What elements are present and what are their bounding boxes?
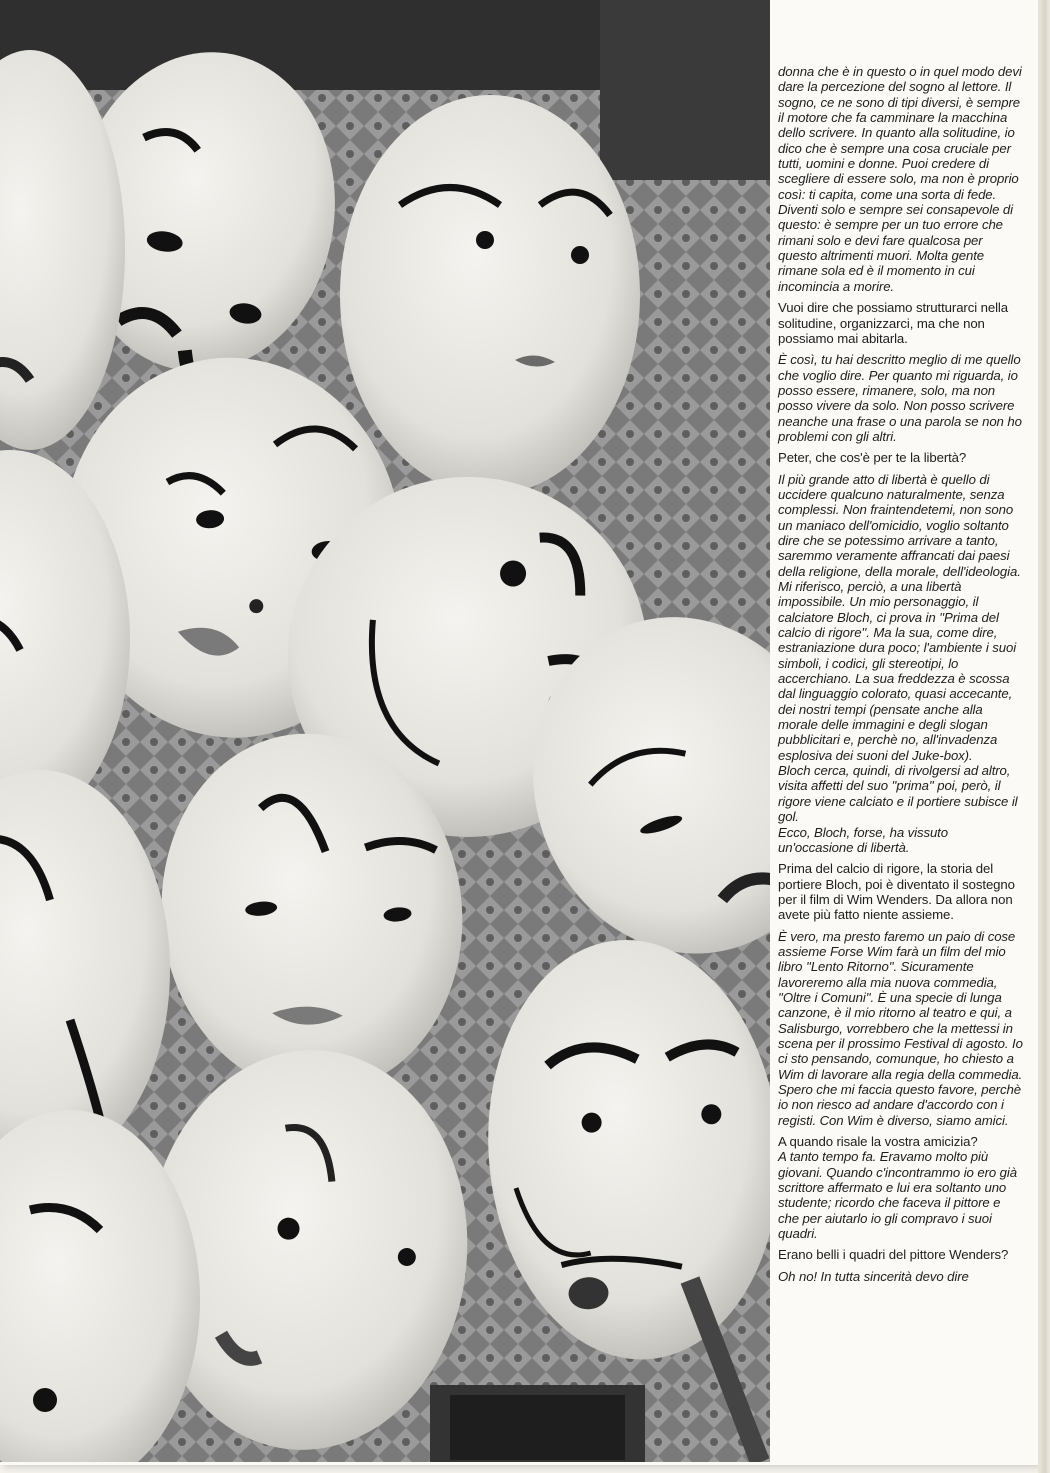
answer-paragraph: Il più grande atto di libertà è quello di uccidere qualcuno naturalmente, senza complessi. Non fraintendetemi, non sono un maniaco dell'omicidio, voglio soltanto dire che se potessimo arrivare a tanto, saremmo veramente affrancati dai paesi della religione, della morale, dell'ideologia. Mi riferisco, perciò, a una libertà impossibile. Un mio personaggio, il calciatore Bloch, ci prova in ''Prima del calcio di rigore''. Ma la sua, come dire, estraniazione dura poco; l'ambiente i suoi simboli, i codici, gli stereotipi, lo accerchiano. La sua freddezza è scossa dal linguaggio colorato, quasi accecante, dei nostri tempi (pensate anche alla morale delle immagini e degli slogan pubblicitari e, perchè no, all'invadenza esplosiva dei suoni del Juke-box). [778, 471, 1021, 763]
answer-paragraph: Ecco, Bloch, forse, ha vissuto un'occasione di libertà. [778, 824, 948, 855]
answer-paragraph: È vero, ma presto faremo un paio di cose assieme Forse Wim farà un film del mio libro ''Lento Ritorno''. Sicuramente lavoreremo alla mia nuova commedia, ''Oltre i Comuni''. È una specie di lunga canzone, è il mio ritorno al teatro e qui, a Salisburgo, vorrebbero che la mettessi in scena per il prossimo Festival di agosto. Io ci sto pensando, comunque, ho chiesto a Wim di lavorare alla regia della commedia. Spero che mi faccia questo favore, perchè io non riesco ad andare d'accordo con i registi. Con Wim è diverso, siamo amici. [778, 928, 1023, 1128]
question-paragraph: Erano belli i quadri del pittore Wenders? [778, 1247, 1009, 1263]
answer-paragraph: È così, tu hai descritto meglio di me quello che voglio dire. Per quanto mi riguarda, io posso essere, rimanere, solo, ma non posso vivere da solo. Non posso scrivere neanche una frase o una parola se non ho problemi con gli altri. [778, 352, 1022, 444]
answer-paragraph: donna che è in questo o in quel modo devi dare la percezione del sogno al lettore. Il sogno, ce ne sono di tipi diversi, è sempre il motore che fa camminare la macchina dello scrivere. In quanto alla solitudine, io dico che è sempre una cosa cruciale per tutti, uomini e donne. Puoi credere di scegliere di essere solo, ma non è proprio così: ti capita, come una sorta di fede. Diventi solo e sempre sei consapevole di questo: è sempre per un tuo errore che rimani solo e devi fare qualcosa per questo altrimenti muori. Molta gente rimane sola ed è il momento in cui incomincia a morire. [778, 64, 1022, 294]
answer-paragraph: Oh no! In tutta sincerità devo dire [778, 1268, 969, 1284]
answer-paragraph: A tanto tempo fa. Eravamo molto più giovani. Quando c'incontrammo io ero già scrittore affermato e lui era soltanto uno studente; ricordo che faceva il pittore e che per aiutarlo io gli compravo i suoi quadri. [778, 1149, 1017, 1242]
question-paragraph: Vuoi dire che possiamo strutturarci nella solitudine, organizzarci, ma che non possiamo mai abitarla. [778, 300, 1008, 346]
page-edge [1038, 0, 1050, 1473]
question-paragraph: Prima del calcio di rigore, la storia del portiere Bloch, poi è diventato il sostegno per il film di Wim Wenders. Da allora non avete più fatto niente assieme. [778, 861, 1015, 923]
question-paragraph: Peter, che cos'è per te la libertà? [778, 450, 967, 466]
article-text-column [778, 64, 1023, 1290]
question-paragraph: A quando risale la vostra amicizia? [778, 1134, 978, 1150]
answer-paragraph: Bloch cerca, quindi, di rivolgersi ad altro, visita affetti del suo ''prima'' poi, però, il rigore viene calciato e il portiere subisce il gol. [778, 763, 1018, 825]
